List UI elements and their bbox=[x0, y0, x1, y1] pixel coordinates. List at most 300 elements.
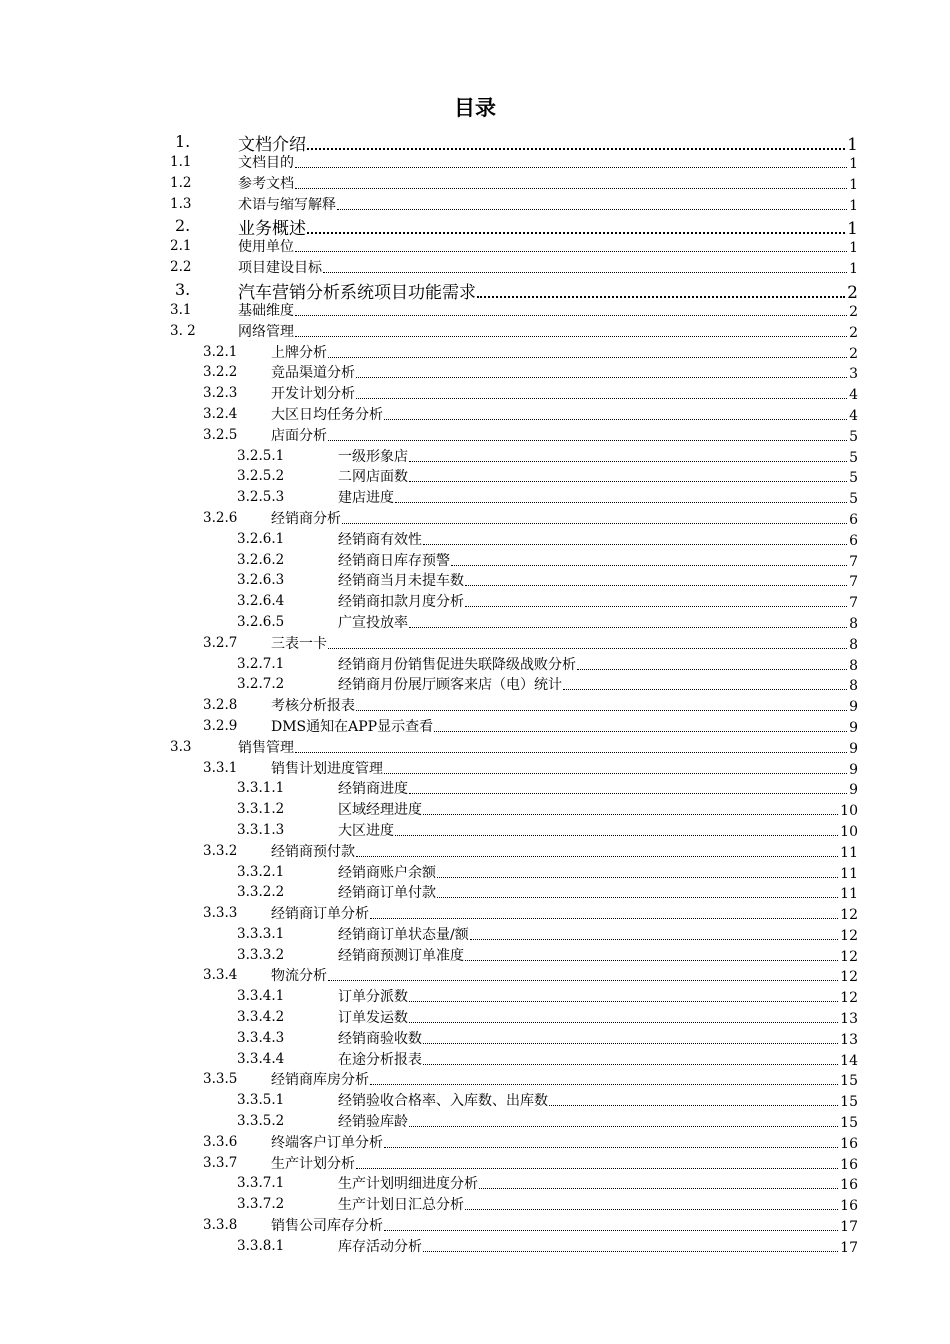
dot-leader bbox=[423, 1251, 838, 1252]
toc-entry[interactable] bbox=[0, 862, 950, 883]
toc-entry-number: 3.2.6.2 bbox=[237, 551, 285, 568]
toc-entry[interactable] bbox=[0, 1090, 950, 1111]
toc-entry[interactable] bbox=[0, 508, 950, 529]
toc-entry[interactable] bbox=[0, 362, 950, 383]
toc-entry-page: 5 bbox=[849, 491, 858, 508]
toc-entry[interactable] bbox=[0, 278, 950, 303]
toc-entry[interactable] bbox=[0, 965, 950, 986]
toc-entry[interactable] bbox=[0, 300, 950, 321]
toc-entry-number: 3.3.4 bbox=[203, 967, 238, 984]
toc-entry-number: 3.3.4.1 bbox=[237, 988, 285, 1005]
toc-entry-line bbox=[271, 758, 858, 778]
dot-leader bbox=[451, 565, 847, 566]
dot-leader bbox=[470, 939, 838, 940]
toc-entry[interactable] bbox=[0, 1111, 950, 1132]
toc-entry[interactable] bbox=[0, 695, 950, 716]
dot-leader bbox=[356, 1168, 838, 1169]
dot-leader bbox=[395, 502, 847, 503]
toc-entry[interactable] bbox=[0, 882, 950, 903]
toc-entry-title: 经销商有效性 bbox=[338, 531, 422, 548]
toc-entry-number: 1.3 bbox=[170, 195, 192, 212]
dot-leader bbox=[295, 336, 847, 337]
toc-entry-page: 1 bbox=[849, 197, 858, 214]
toc-entry-line bbox=[271, 1215, 858, 1235]
toc-entry-page: 2 bbox=[849, 303, 858, 320]
toc-entry[interactable] bbox=[0, 194, 950, 215]
toc-entry-page: 9 bbox=[849, 740, 858, 757]
toc-entry-number: 3.2.7.1 bbox=[237, 655, 285, 672]
toc-entry[interactable] bbox=[0, 986, 950, 1007]
toc-entry-line bbox=[338, 550, 858, 570]
toc-entry-page: 12 bbox=[840, 927, 858, 944]
toc-entry[interactable] bbox=[0, 1132, 950, 1153]
toc-entry-title: 一级形象店 bbox=[338, 448, 408, 465]
toc-entry[interactable] bbox=[0, 550, 950, 571]
toc-entry-title: 经销商订单状态量/额 bbox=[338, 926, 469, 943]
toc-entry-page: 11 bbox=[840, 886, 858, 903]
toc-entry-number: 3.3.7 bbox=[203, 1154, 238, 1171]
dot-leader bbox=[465, 960, 838, 961]
toc-entry-number: 3.3.7.2 bbox=[237, 1196, 285, 1213]
toc-entry-line bbox=[338, 674, 858, 694]
toc-entry-number: 3.3.1 bbox=[203, 759, 238, 776]
dot-leader bbox=[409, 481, 847, 482]
toc-entry-page: 12 bbox=[840, 990, 858, 1007]
toc-entry-number: 3.2.6.5 bbox=[237, 613, 285, 630]
toc-entry-title: 在途分析报表 bbox=[338, 1051, 422, 1068]
toc-entry-page: 8 bbox=[849, 657, 858, 674]
dot-leader bbox=[434, 731, 847, 732]
toc-entry-page: 16 bbox=[840, 1135, 858, 1152]
toc-entry-number: 3.3.1.1 bbox=[237, 780, 285, 797]
toc-entry-title: 经销商分析 bbox=[271, 510, 341, 527]
toc-entry-line bbox=[338, 1090, 858, 1110]
dot-leader bbox=[307, 232, 845, 234]
toc-entry-number: 3.2.2 bbox=[203, 364, 238, 381]
dot-leader bbox=[328, 440, 847, 441]
toc-entry-page: 5 bbox=[849, 428, 858, 445]
toc-entry[interactable] bbox=[0, 342, 950, 363]
dot-leader bbox=[328, 980, 838, 981]
toc-entry[interactable] bbox=[0, 945, 950, 966]
toc-entry-page: 6 bbox=[849, 532, 858, 549]
toc-entry-page: 11 bbox=[840, 865, 858, 882]
toc-entry[interactable] bbox=[0, 383, 950, 404]
toc-entry-page: 13 bbox=[840, 1011, 858, 1028]
toc-entry[interactable] bbox=[0, 321, 950, 342]
toc-entry-number: 3.3.5.2 bbox=[237, 1113, 285, 1130]
toc-entry-line bbox=[338, 654, 858, 674]
toc-entry[interactable] bbox=[0, 1049, 950, 1070]
toc-entry-title: 生产计划分析 bbox=[271, 1155, 355, 1172]
toc-entry[interactable] bbox=[0, 1069, 950, 1090]
toc-entry-line bbox=[271, 404, 858, 424]
toc-entry-page: 12 bbox=[840, 948, 858, 965]
toc-entry[interactable] bbox=[0, 820, 950, 841]
toc-entry-title: DMS通知在APP显示查看 bbox=[271, 718, 434, 735]
toc-entry-line bbox=[338, 1236, 858, 1256]
toc-entry-title: 生产计划明细进度分析 bbox=[338, 1176, 478, 1193]
toc-entry-page: 15 bbox=[840, 1094, 858, 1111]
toc-entry[interactable] bbox=[0, 903, 950, 924]
dot-leader bbox=[356, 710, 847, 711]
toc-entry-page: 14 bbox=[840, 1052, 858, 1069]
toc-entry-number: 3. bbox=[175, 279, 191, 299]
toc-entry-number: 3.2.4 bbox=[203, 405, 238, 422]
toc-entry[interactable] bbox=[0, 1236, 950, 1257]
toc-entry-title: 区域经理进度 bbox=[338, 802, 422, 819]
dot-leader bbox=[307, 148, 845, 150]
toc-entry-number: 3.2.1 bbox=[203, 343, 238, 360]
toc-entry-title: 考核分析报表 bbox=[271, 698, 355, 715]
dot-leader bbox=[356, 856, 838, 857]
toc-entry-number: 3.2.3 bbox=[203, 385, 238, 402]
dot-leader bbox=[409, 793, 847, 794]
toc-entry-page: 13 bbox=[840, 1031, 858, 1048]
toc-entry-page: 4 bbox=[849, 387, 858, 404]
toc-entry-number: 3.3.4.2 bbox=[237, 1009, 285, 1026]
dot-leader bbox=[384, 1230, 838, 1231]
toc-entry-line bbox=[271, 425, 858, 445]
toc-entry-number: 3. 2 bbox=[170, 322, 196, 339]
toc-entry-number: 3.2.6 bbox=[203, 509, 238, 526]
toc-entry-number: 2.1 bbox=[170, 238, 192, 255]
toc-entry[interactable] bbox=[0, 214, 950, 240]
toc-entry-page: 11 bbox=[840, 844, 858, 861]
dot-leader bbox=[409, 1022, 838, 1023]
toc-entry-number: 3.2.7.2 bbox=[237, 676, 285, 693]
toc-entry-line bbox=[238, 300, 858, 320]
toc-entry-title: 经销商扣款月度分析 bbox=[338, 594, 464, 611]
toc-entry[interactable] bbox=[0, 173, 950, 194]
toc-entry-number: 1.1 bbox=[170, 154, 192, 170]
toc-entry-page: 16 bbox=[840, 1177, 858, 1194]
toc-entry-title: 订单分派数 bbox=[338, 989, 408, 1006]
toc-entry-line bbox=[271, 695, 858, 715]
toc-entry-page: 7 bbox=[849, 595, 858, 612]
toc-entry[interactable] bbox=[0, 257, 950, 278]
toc-entry[interactable] bbox=[0, 529, 950, 550]
toc-entry[interactable] bbox=[0, 799, 950, 820]
dot-leader bbox=[342, 523, 847, 524]
toc-entry-title: 二网店面数 bbox=[338, 469, 408, 486]
dot-leader bbox=[465, 606, 847, 607]
dot-leader bbox=[328, 357, 847, 358]
toc-entry[interactable] bbox=[0, 1194, 950, 1215]
toc-entry-number: 3.2.9 bbox=[203, 717, 238, 734]
dot-leader bbox=[295, 752, 847, 753]
toc-entry[interactable] bbox=[0, 1215, 950, 1236]
table-of-contents bbox=[0, 130, 950, 1257]
toc-entry-title: 网络管理 bbox=[238, 323, 294, 340]
toc-entry-number: 2. bbox=[175, 216, 191, 236]
toc-entry-title: 经销商订单付款 bbox=[338, 885, 436, 902]
toc-entry-number: 3.3.6 bbox=[203, 1133, 238, 1150]
toc-entry-title: 经销商验收数 bbox=[338, 1030, 422, 1047]
dot-leader bbox=[295, 167, 847, 168]
toc-entry[interactable] bbox=[0, 654, 950, 675]
toc-entry-number: 3.3 bbox=[170, 738, 192, 755]
toc-entry-title: 生产计划日汇总分析 bbox=[338, 1197, 464, 1214]
toc-entry-page: 17 bbox=[840, 1239, 858, 1256]
dot-leader bbox=[295, 188, 847, 189]
toc-entry-line bbox=[271, 383, 858, 403]
dot-leader bbox=[356, 398, 847, 399]
toc-entry-line bbox=[338, 1007, 858, 1027]
toc-entry-page: 16 bbox=[840, 1156, 858, 1173]
toc-entry-line bbox=[338, 591, 858, 611]
toc-entry-line bbox=[338, 1049, 858, 1069]
toc-entry-number: 3.1 bbox=[170, 301, 192, 318]
toc-entry-title: 经销商日库存预警 bbox=[338, 552, 450, 569]
toc-entry-title: 使用单位 bbox=[238, 239, 294, 256]
toc-entry-line bbox=[338, 986, 858, 1006]
toc-entry-page: 9 bbox=[849, 719, 858, 736]
toc-entry-line bbox=[338, 466, 858, 486]
toc-entry-line bbox=[271, 841, 858, 861]
toc-entry-title: 大区日均任务分析 bbox=[271, 406, 383, 423]
dot-leader bbox=[423, 1043, 838, 1044]
dot-leader bbox=[384, 773, 847, 774]
toc-entry-number: 3.3.8 bbox=[203, 1217, 238, 1234]
toc-entry-line bbox=[338, 945, 858, 965]
toc-entry[interactable] bbox=[0, 758, 950, 779]
toc-entry-number: 3.2.5.1 bbox=[237, 447, 285, 464]
toc-entry-line bbox=[338, 1111, 858, 1131]
toc-entry-number: 1.2 bbox=[170, 174, 192, 191]
dot-leader bbox=[323, 272, 847, 273]
toc-entry-page: 1 bbox=[849, 176, 858, 193]
dot-leader bbox=[479, 1188, 838, 1189]
toc-entry[interactable] bbox=[0, 1173, 950, 1194]
toc-entry-line bbox=[338, 862, 858, 882]
toc-entry-line bbox=[238, 173, 858, 193]
toc-entry-title: 建店进度 bbox=[338, 490, 394, 507]
toc-entry-title: 经销验收合格率、入库数、出库数 bbox=[338, 1093, 548, 1110]
toc-entry[interactable] bbox=[0, 446, 950, 467]
toc-entry-page: 2 bbox=[847, 282, 858, 303]
toc-entry[interactable] bbox=[0, 841, 950, 862]
toc-entry-number: 3.3.1.2 bbox=[237, 801, 285, 818]
toc-entry-line bbox=[338, 1173, 858, 1193]
dot-leader bbox=[356, 377, 847, 378]
toc-entry-page: 5 bbox=[849, 470, 858, 487]
dot-leader bbox=[409, 1126, 838, 1127]
toc-entry-number: 3.3.5 bbox=[203, 1071, 238, 1088]
toc-entry-line bbox=[238, 236, 858, 256]
dot-leader bbox=[395, 835, 838, 836]
toc-entry[interactable] bbox=[0, 1007, 950, 1028]
toc-entry-line bbox=[338, 778, 858, 798]
toc-entry-page: 12 bbox=[840, 969, 858, 986]
toc-entry-title: 销售管理 bbox=[238, 739, 294, 756]
toc-entry-title: 订单发运数 bbox=[338, 1010, 408, 1027]
toc-entry-page: 2 bbox=[849, 345, 858, 362]
toc-entry-title: 三表一卡 bbox=[271, 635, 327, 652]
toc-entry-line bbox=[271, 1153, 858, 1173]
toc-entry-line bbox=[238, 321, 858, 341]
toc-entry-title: 参考文档 bbox=[238, 175, 294, 192]
toc-entry[interactable] bbox=[0, 404, 950, 425]
toc-entry-page: 1 bbox=[847, 219, 858, 240]
toc-entry-page: 7 bbox=[849, 574, 858, 591]
toc-entry-number: 3.2.8 bbox=[203, 697, 238, 714]
toc-entry-number: 3.2.6.1 bbox=[237, 530, 285, 547]
toc-entry-line bbox=[338, 820, 858, 840]
toc-entry-number: 3.2.6.4 bbox=[237, 593, 285, 610]
toc-entry-number: 2.2 bbox=[170, 259, 192, 276]
toc-entry-title: 开发计划分析 bbox=[271, 386, 355, 403]
toc-entry-title: 经销商月份展厅顾客来店（电）统计 bbox=[338, 677, 562, 694]
dot-leader bbox=[477, 296, 845, 298]
toc-entry-line bbox=[271, 342, 858, 362]
toc-entry-line bbox=[271, 508, 858, 528]
toc-entry-page: 5 bbox=[849, 449, 858, 466]
page-title: 目录 bbox=[454, 95, 496, 120]
toc-entry[interactable] bbox=[0, 612, 950, 633]
toc-entry-line bbox=[338, 570, 858, 590]
toc-entry[interactable] bbox=[0, 633, 950, 654]
toc-entry[interactable] bbox=[0, 487, 950, 508]
toc-entry-title: 销售公司库存分析 bbox=[271, 1218, 383, 1235]
toc-entry-number: 3.3.2 bbox=[203, 842, 238, 859]
toc-entry-number: 3.2.5.3 bbox=[237, 489, 285, 506]
toc-entry-title: 基础维度 bbox=[238, 302, 294, 319]
dot-leader bbox=[384, 419, 847, 420]
dot-leader bbox=[423, 1064, 838, 1065]
dot-leader bbox=[295, 315, 847, 316]
toc-entry-title: 汽车营销分析系统项目功能需求 bbox=[238, 282, 476, 303]
toc-entry-title: 经销商预付款 bbox=[271, 843, 355, 860]
toc-entry[interactable] bbox=[0, 674, 950, 695]
toc-entry-page: 8 bbox=[849, 636, 858, 653]
dot-leader bbox=[563, 689, 847, 690]
toc-entry[interactable] bbox=[0, 236, 950, 257]
toc-entry-title: 项目建设目标 bbox=[238, 260, 322, 277]
toc-entry-page: 6 bbox=[849, 511, 858, 528]
toc-entry-line bbox=[338, 487, 858, 507]
toc-entry[interactable] bbox=[0, 716, 950, 737]
dot-leader bbox=[423, 544, 847, 545]
toc-entry-page: 15 bbox=[840, 1073, 858, 1090]
toc-entry-page: 8 bbox=[849, 678, 858, 695]
toc-entry-line bbox=[338, 1194, 858, 1214]
toc-entry-line bbox=[338, 529, 858, 549]
toc-entry-title: 术语与缩写解释 bbox=[238, 196, 336, 213]
toc-entry-title: 经销商账户余额 bbox=[338, 864, 436, 881]
toc-entry[interactable] bbox=[0, 924, 950, 945]
toc-entry-title: 文档介绍 bbox=[238, 135, 306, 155]
toc-entry-page: 10 bbox=[840, 823, 858, 840]
dot-leader bbox=[465, 585, 847, 586]
toc-entry-number: 3.3.4.3 bbox=[237, 1029, 285, 1046]
toc-entry-number: 3.2.6.3 bbox=[237, 572, 285, 589]
toc-entry-number: 3.2.7 bbox=[203, 634, 238, 651]
dot-leader bbox=[409, 627, 847, 628]
toc-entry-number: 3.3.5.1 bbox=[237, 1092, 285, 1109]
dot-leader bbox=[423, 814, 838, 815]
toc-entry[interactable] bbox=[0, 425, 950, 446]
toc-entry-title: 上牌分析 bbox=[271, 344, 327, 361]
toc-entry-title: 店面分析 bbox=[271, 427, 327, 444]
toc-entry-title: 库存活动分析 bbox=[338, 1238, 422, 1255]
toc-entry-page: 12 bbox=[840, 907, 858, 924]
toc-entry-title: 大区进度 bbox=[338, 822, 394, 839]
toc-entry-line bbox=[271, 903, 858, 923]
dot-leader bbox=[409, 1001, 838, 1002]
toc-entry-line bbox=[338, 924, 858, 944]
toc-entry-number: 3.3.4.4 bbox=[237, 1050, 285, 1067]
toc-entry-number: 3.3.2.2 bbox=[237, 884, 285, 901]
toc-entry-number: 3.3.3.1 bbox=[237, 925, 285, 942]
dot-leader bbox=[577, 669, 847, 670]
toc-entry-page: 8 bbox=[849, 615, 858, 632]
toc-entry-title: 销售计划进度管理 bbox=[271, 760, 383, 777]
dot-leader bbox=[295, 251, 847, 252]
toc-entry-line bbox=[338, 882, 858, 902]
toc-entry[interactable] bbox=[0, 466, 950, 487]
toc-entry[interactable] bbox=[0, 130, 950, 155]
toc-entry-line bbox=[271, 965, 858, 985]
toc-entry-line bbox=[338, 1028, 858, 1048]
dot-leader bbox=[465, 1209, 838, 1210]
toc-entry-number: 3.3.7.1 bbox=[237, 1175, 285, 1192]
toc-entry-line bbox=[338, 799, 858, 819]
toc-entry[interactable] bbox=[0, 152, 950, 173]
toc-entry-page: 16 bbox=[840, 1198, 858, 1215]
toc-entry-number: 3.2.5 bbox=[203, 426, 238, 443]
toc-entry-number: 3.3.3.2 bbox=[237, 946, 285, 963]
toc-entry[interactable] bbox=[0, 778, 950, 799]
toc-entry-page: 1 bbox=[849, 156, 858, 172]
toc-entry-page: 9 bbox=[849, 761, 858, 778]
toc-entry-line bbox=[238, 152, 858, 172]
toc-entry[interactable] bbox=[0, 737, 950, 758]
toc-entry-number: 3.3.1.3 bbox=[237, 821, 285, 838]
dot-leader bbox=[549, 1105, 838, 1106]
toc-entry-line bbox=[271, 716, 858, 736]
toc-entry-title: 经销验库龄 bbox=[338, 1114, 408, 1131]
toc-entry-line bbox=[338, 612, 858, 632]
dot-leader bbox=[328, 648, 847, 649]
toc-entry[interactable] bbox=[0, 570, 950, 591]
toc-entry-number: 3.3.8.1 bbox=[237, 1237, 285, 1254]
toc-entry[interactable] bbox=[0, 591, 950, 612]
toc-entry-page: 1 bbox=[847, 135, 858, 155]
toc-entry-title: 竞品渠道分析 bbox=[271, 365, 355, 382]
dot-leader bbox=[370, 918, 838, 919]
toc-entry-page: 1 bbox=[849, 261, 858, 278]
toc-entry-title: 物流分析 bbox=[271, 968, 327, 985]
toc-entry-line bbox=[271, 633, 858, 653]
toc-entry[interactable] bbox=[0, 1153, 950, 1174]
toc-entry-number: 1. bbox=[175, 132, 191, 151]
toc-entry-title: 经销商预测订单准度 bbox=[338, 947, 464, 964]
toc-entry[interactable] bbox=[0, 1028, 950, 1049]
toc-entry-line bbox=[238, 257, 858, 277]
toc-entry-line bbox=[338, 446, 858, 466]
toc-entry-page: 9 bbox=[849, 782, 858, 799]
toc-entry-number: 3.3.2.1 bbox=[237, 863, 285, 880]
dot-leader bbox=[370, 1084, 838, 1085]
toc-entry-title: 经销商库房分析 bbox=[271, 1072, 369, 1089]
toc-entry-page: 10 bbox=[840, 803, 858, 820]
dot-leader bbox=[409, 461, 847, 462]
toc-entry-line bbox=[271, 362, 858, 382]
toc-entry-title: 经销商当月未提车数 bbox=[338, 573, 464, 590]
toc-entry-line bbox=[238, 194, 858, 214]
dot-leader bbox=[384, 1147, 838, 1148]
